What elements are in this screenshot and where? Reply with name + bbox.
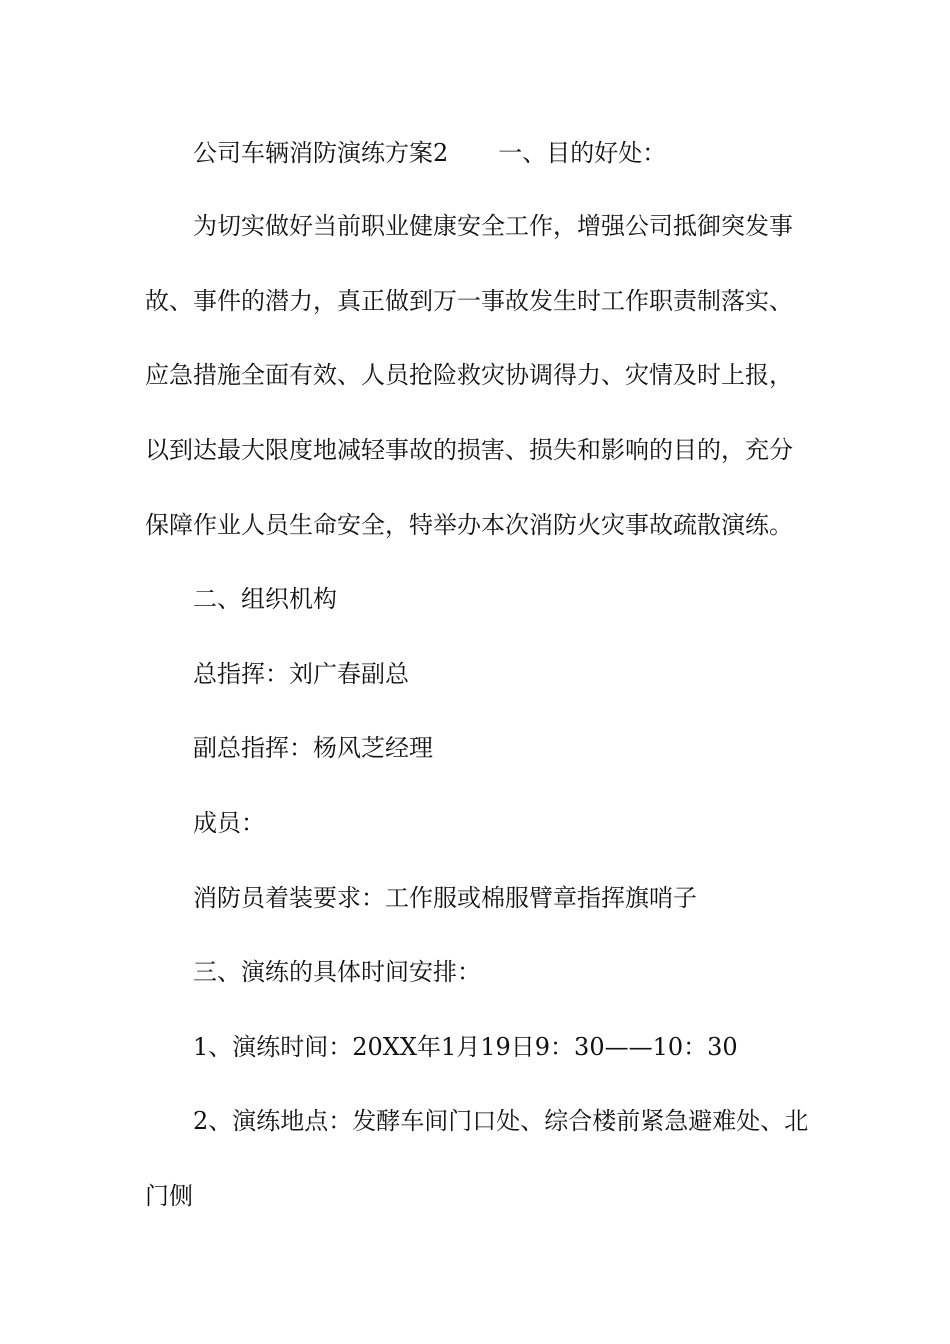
paragraph-1-line-4: 以到达最大限度地减轻事故的损害、损失和影响的目的，充分 bbox=[145, 436, 793, 464]
paragraph-1-line-5: 保障作业人员生命安全，特举办本次消防火灾事故疏散演练。 bbox=[145, 511, 793, 539]
dress-code-line: 消防员着装要求：工作服或棉服臂章指挥旗哨子 bbox=[193, 884, 697, 912]
drill-time-line: 1、演练时间：20XX年1月19日9：30——10：30 bbox=[193, 1033, 738, 1061]
commander-line: 总指挥：刘广春副总 bbox=[193, 660, 409, 688]
paragraph-1-line-1: 为切实做好当前职业健康安全工作，增强公司抵御突发事 bbox=[193, 212, 793, 240]
paragraph-1-line-3: 应急措施全面有效、人员抢险救灾协调得力、灾情及时上报， bbox=[145, 361, 793, 389]
document-title: 公司车辆消防演练方案2 bbox=[193, 139, 449, 167]
section-heading-2: 二、组织机构 bbox=[193, 585, 337, 613]
drill-location-line-2: 门侧 bbox=[145, 1182, 193, 1210]
drill-location-line-1: 2、演练地点：发酵车间门口处、综合楼前紧急避难处、北 bbox=[193, 1107, 809, 1135]
deputy-commander-line: 副总指挥：杨风芝经理 bbox=[193, 734, 433, 762]
paragraph-1-line-2: 故、事件的潜力，真正做到万一事故发生时工作职责制落实、 bbox=[145, 287, 793, 315]
section-heading-3: 三、演练的具体时间安排： bbox=[193, 958, 481, 986]
title-line bbox=[193, 133, 813, 173]
members-line: 成员： bbox=[193, 809, 265, 837]
section-heading-1: 一、目的好处： bbox=[498, 139, 667, 167]
